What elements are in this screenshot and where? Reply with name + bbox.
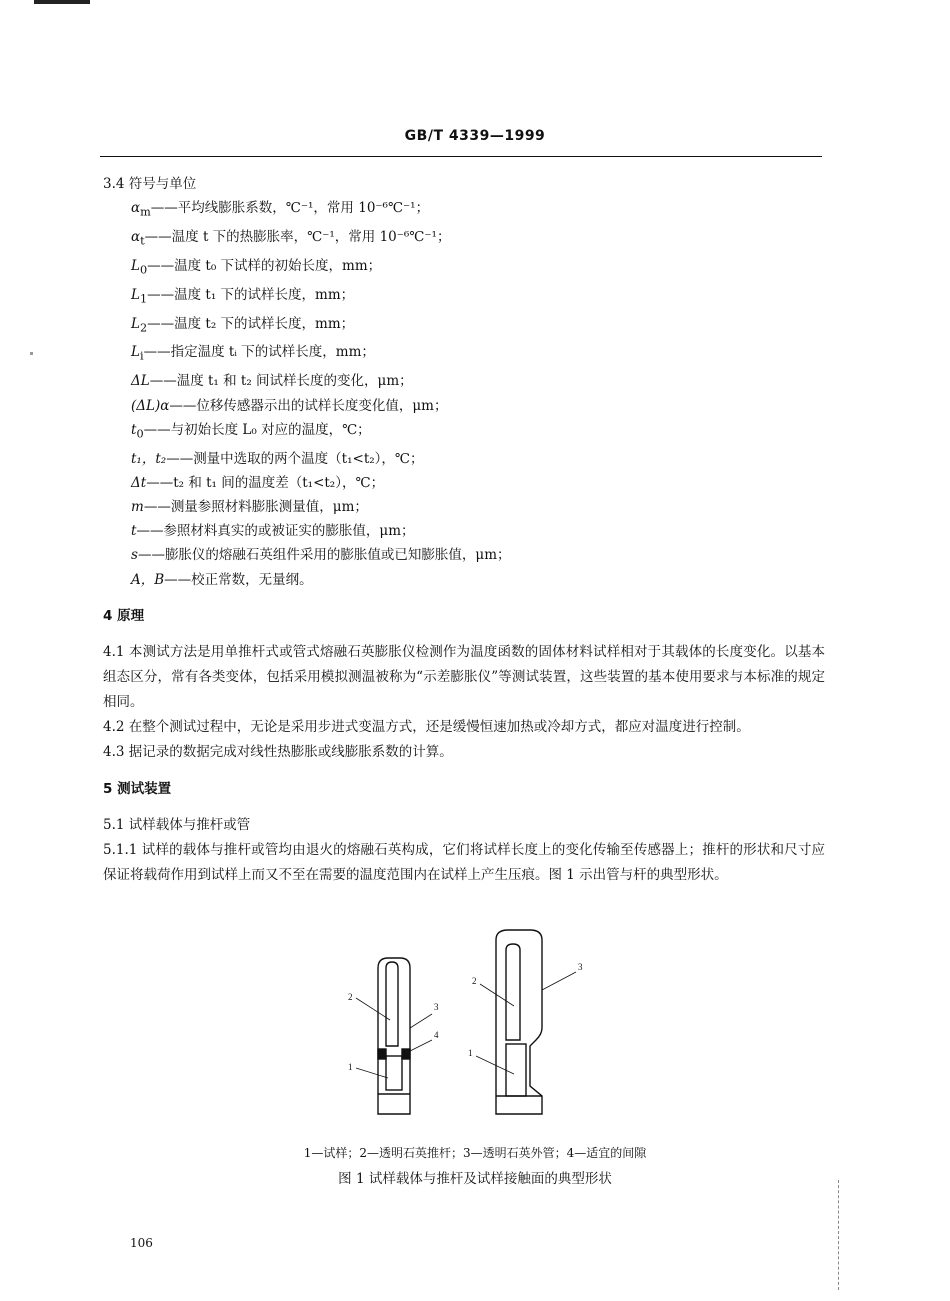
scan-margin-line	[838, 1180, 839, 1290]
para-5-1-1: 5.1.1 试样的载体与推杆或管均由退火的熔融石英构成，它们将试样长度上的变化传输至传感器上；推杆的形状和尺寸应保证将载荷作用到试样上而又不至在需要的温度范围内在试样上产生压痕。图 1 示出管与杆的典型形状。	[103, 841, 825, 883]
symbol-name: L	[131, 257, 140, 274]
symbol-name: t	[131, 523, 137, 540]
symbol-description: ——测量参照材料膨胀测量值，μm；	[143, 499, 368, 516]
scan-artifact	[34, 0, 90, 4]
symbol-item	[131, 340, 825, 369]
label-left-2: 2	[348, 992, 353, 1002]
symbol-description: ——温度 t₁ 和 t₂ 间试样长度的变化，μm；	[149, 373, 413, 390]
symbol-subscript: 1	[139, 292, 148, 306]
figure-legend: 1—试样；2—透明石英推杆；3—透明石英外管；4—适宜的间隙	[303, 1146, 647, 1160]
symbol-name: m	[131, 499, 144, 516]
symbol-list	[103, 196, 825, 592]
section-3-4-title: 3.4 符号与单位	[103, 176, 197, 192]
figure-title: 图 1 试样载体与推杆及试样接触面的典型形状	[338, 1171, 612, 1187]
symbol-item	[131, 519, 825, 543]
symbol-subscript: 0	[139, 263, 148, 277]
left-assembly	[378, 958, 410, 1114]
symbol-item	[131, 568, 825, 592]
para-4-2: 4.2 在整个测试过程中，无论是采用步进式变温方式，还是缓慢恒速加热或冷却方式，都应对温度进行控制。	[103, 718, 750, 735]
figure-1-diagram	[330, 928, 610, 1128]
label-left-3: 3	[434, 1002, 439, 1012]
symbol-item	[131, 394, 825, 418]
symbol-name: L	[131, 286, 140, 303]
symbol-description: ——测量中选取的两个温度（t₁<t₂），℃；	[166, 450, 424, 467]
symbol-item	[131, 418, 825, 447]
symbol-description: ——位移传感器示出的试样长度变化值，μm；	[169, 397, 448, 414]
symbol-subscript: i	[139, 350, 144, 364]
symbol-name: ΔL	[131, 373, 150, 390]
symbol-description: ——温度 t₁ 下的试样长度，mm；	[147, 286, 355, 303]
symbol-name: α	[131, 228, 141, 245]
symbol-description: ——温度 t₀ 下试样的初始长度，mm；	[147, 257, 382, 274]
header-rule	[100, 156, 822, 157]
symbol-description: ——平均线膨胀系数，℃⁻¹，常用 10⁻⁶℃⁻¹；	[150, 200, 430, 216]
symbol-item	[131, 196, 825, 225]
symbol-name: L	[131, 344, 140, 361]
symbol-item	[131, 471, 825, 495]
symbol-description: ——温度 t₂ 下的试样长度，mm；	[147, 315, 355, 332]
symbol-item	[131, 283, 825, 312]
symbol-item	[131, 543, 825, 567]
symbol-description: ——膨胀仪的熔融石英组件采用的膨胀值或已知膨胀值，μm；	[137, 547, 511, 564]
section-4-heading: 4 原理	[103, 607, 145, 624]
label-right-3: 3	[578, 962, 583, 972]
symbol-subscript: 2	[139, 321, 148, 335]
symbol-name: α	[131, 200, 141, 216]
page-number: 106	[130, 1236, 153, 1250]
symbol-name: s	[131, 547, 138, 564]
page-body	[103, 172, 825, 888]
symbol-description: ——指定温度 tᵢ 下的试样长度，mm；	[143, 344, 375, 361]
symbol-name: t	[131, 421, 137, 438]
para-4-3: 4.3 据记录的数据完成对线性热膨胀或线膨胀系数的计算。	[103, 743, 453, 760]
symbol-description: ——参照材料真实的或被证实的膨胀值，μm；	[136, 523, 415, 540]
symbol-item	[131, 369, 825, 393]
symbol-item	[131, 254, 825, 283]
symbol-item	[131, 447, 825, 471]
symbol-subscript: m	[140, 205, 151, 219]
symbol-subscript: t	[140, 234, 145, 248]
symbol-item	[131, 495, 825, 519]
section-5-1-heading: 5.1 试样载体与推杆或管	[103, 816, 251, 833]
symbol-description: ——与初始长度 L₀ 对应的温度，℃；	[143, 421, 371, 438]
right-assembly	[496, 930, 542, 1114]
scan-speck	[30, 352, 33, 355]
label-left-4: 4	[434, 1030, 439, 1040]
standard-header: GB/T 4339—1999	[404, 128, 546, 144]
label-right-1: 1	[468, 1048, 473, 1058]
label-right-2: 2	[472, 976, 477, 986]
symbol-description: ——校正常数，无量纲。	[164, 571, 313, 588]
symbol-name: (ΔL)α	[131, 397, 170, 414]
section-5-heading: 5 测试装置	[103, 780, 172, 797]
symbol-description: ——温度 t 下的热膨胀率，℃⁻¹，常用 10⁻⁶℃⁻¹；	[144, 228, 451, 245]
label-left-1: 1	[348, 1062, 353, 1072]
symbol-name: t₁，t₂	[131, 450, 167, 467]
symbol-name: Δt	[131, 474, 147, 491]
symbol-description: ——t₂ 和 t₁ 间的温度差（t₁<t₂），℃；	[146, 474, 385, 491]
symbol-item	[131, 225, 825, 254]
para-4-1: 4.1 本测试方法是用单推杆式或管式熔融石英膨胀仪检测作为温度函数的固体材料试样相对于其载体的长度变化。以基本组态区分，常有各类变体，包括采用模拟测温被称为“示差膨胀仪”等测试装置，这些装置的基本使用要求与本标准的规定相同。	[103, 643, 825, 710]
symbol-name: A，B	[131, 571, 165, 588]
symbol-item	[131, 312, 825, 341]
symbol-name: L	[131, 315, 140, 332]
symbol-subscript: 0	[136, 427, 144, 441]
